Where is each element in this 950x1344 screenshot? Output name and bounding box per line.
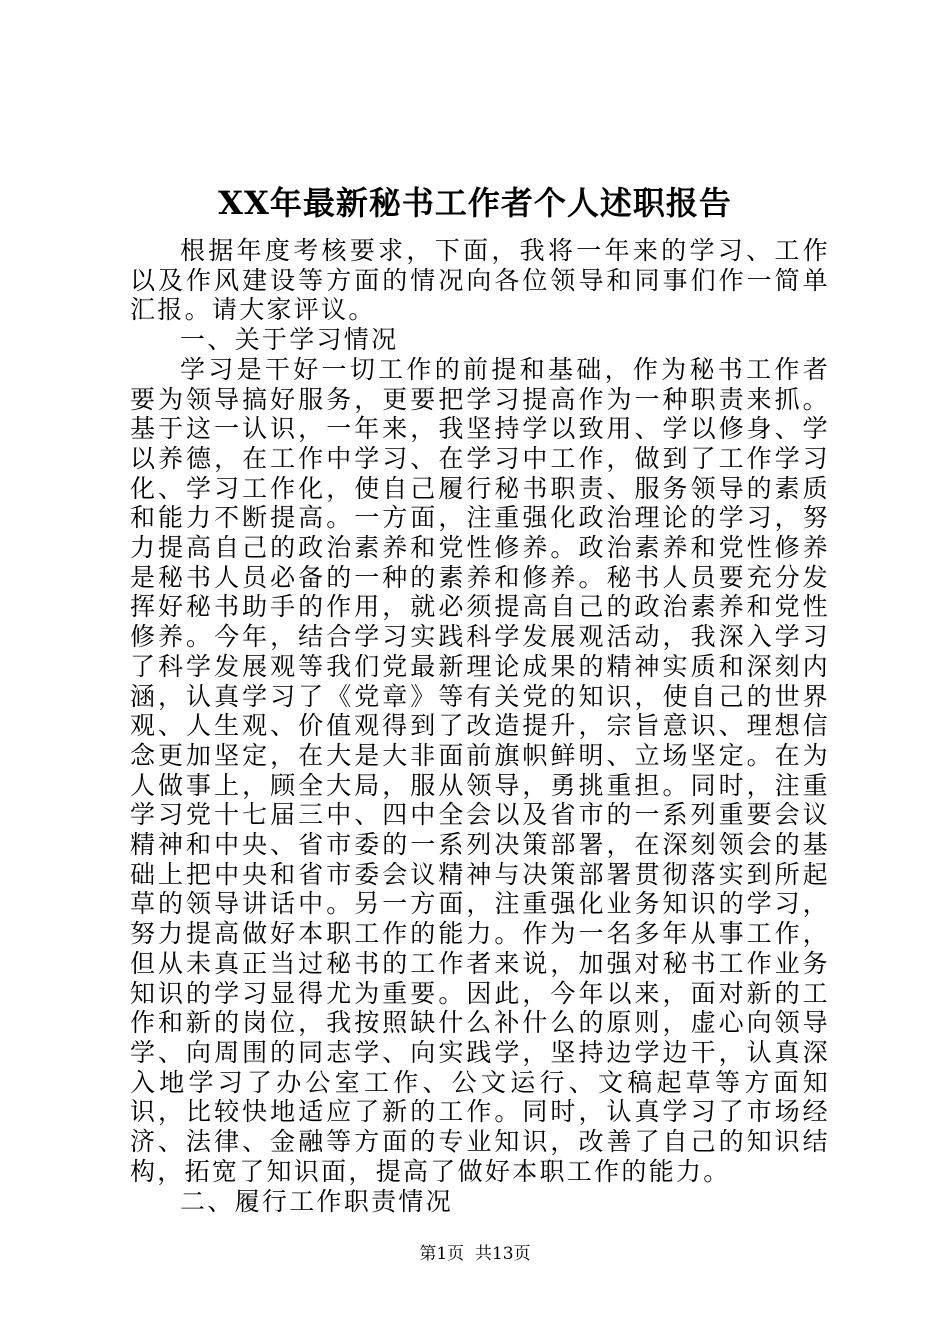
- document-body: [130, 236, 830, 1216]
- intro-paragraph: 根据年度考核要求，下面，我将一年来的学习、工作以及作风建设等方面的情况向各位领导和同事们作一简单汇报。请大家评议。: [130, 236, 830, 325]
- page-footer: [0, 1242, 950, 1266]
- section-1-heading: 一、关于学习情况: [180, 325, 399, 355]
- page-number-label: 第1页 共13页: [419, 1244, 531, 1264]
- section-2-heading: 二、履行工作职责情况: [180, 1186, 454, 1216]
- document-title: XX年最新秘书工作者个人述职报告: [218, 184, 732, 222]
- section-1-paragraph: 学习是干好一切工作的前提和基础，作为秘书工作者要为领导搞好服务，更要把学习提高作为一种职责来抓。基于这一认识，一年来，我坚持学以致用、学以修身、学以养德，在工作中学习、在学习中工作，做到了工作学习化、学习工作化，使自己履行秘书职责、服务领导的素质和能力不断提高。一方面，注重强化政治理论的学习，努力提高自己的政治素养和党性修养。政治素养和党性修养是秘书人员必备的一种的素养和修养。秘书人员要充分发挥好秘书助手的作用，就必须提高自己的政治素养和党性修养。今年，结合学习实践科学发展观活动，我深入学习了科学发展观等我们党最新理论成果的精神实质和深刻内涵，认真学习了《党章》等有关党的知识，使自己的世界观、人生观、价值观得到了改造提升，宗旨意识、理想信念更加坚定，在大是大非面前旗帜鲜明、立场坚定。在为人做事上，顾全大局，服从领导，勇挑重担。同时，注重学习党十七届三中、四中全会以及省市的一系列重要会议精神和中央、省市委的一系列决策部署，在深刻领会的基础上把中央和省市委会议精神与决策部署贯彻落实到所起草的领导讲话中。另一方面，注重强化业务知识的学习，努力提高做好本职工作的能力。作为一名多年从事工作，但从未真正当过秘书的工作者来说，加强对秘书工作业务知识的学习显得尤为重要。因此，今年以来，面对新的工作和新的岗位，我按照缺什么补什么的原则，虚心向领导学、向周围的同志学、向实践学，坚持边学边干，认真深入地学习了办公室工作、公文运行、文稿起草等方面知识，比较快地适应了新的工作。同时，认真学习了市场经济、法律、金融等方面的专业知识，改善了自己的知识结构，拓宽了知识面，提高了做好本职工作的能力。: [130, 354, 830, 1186]
